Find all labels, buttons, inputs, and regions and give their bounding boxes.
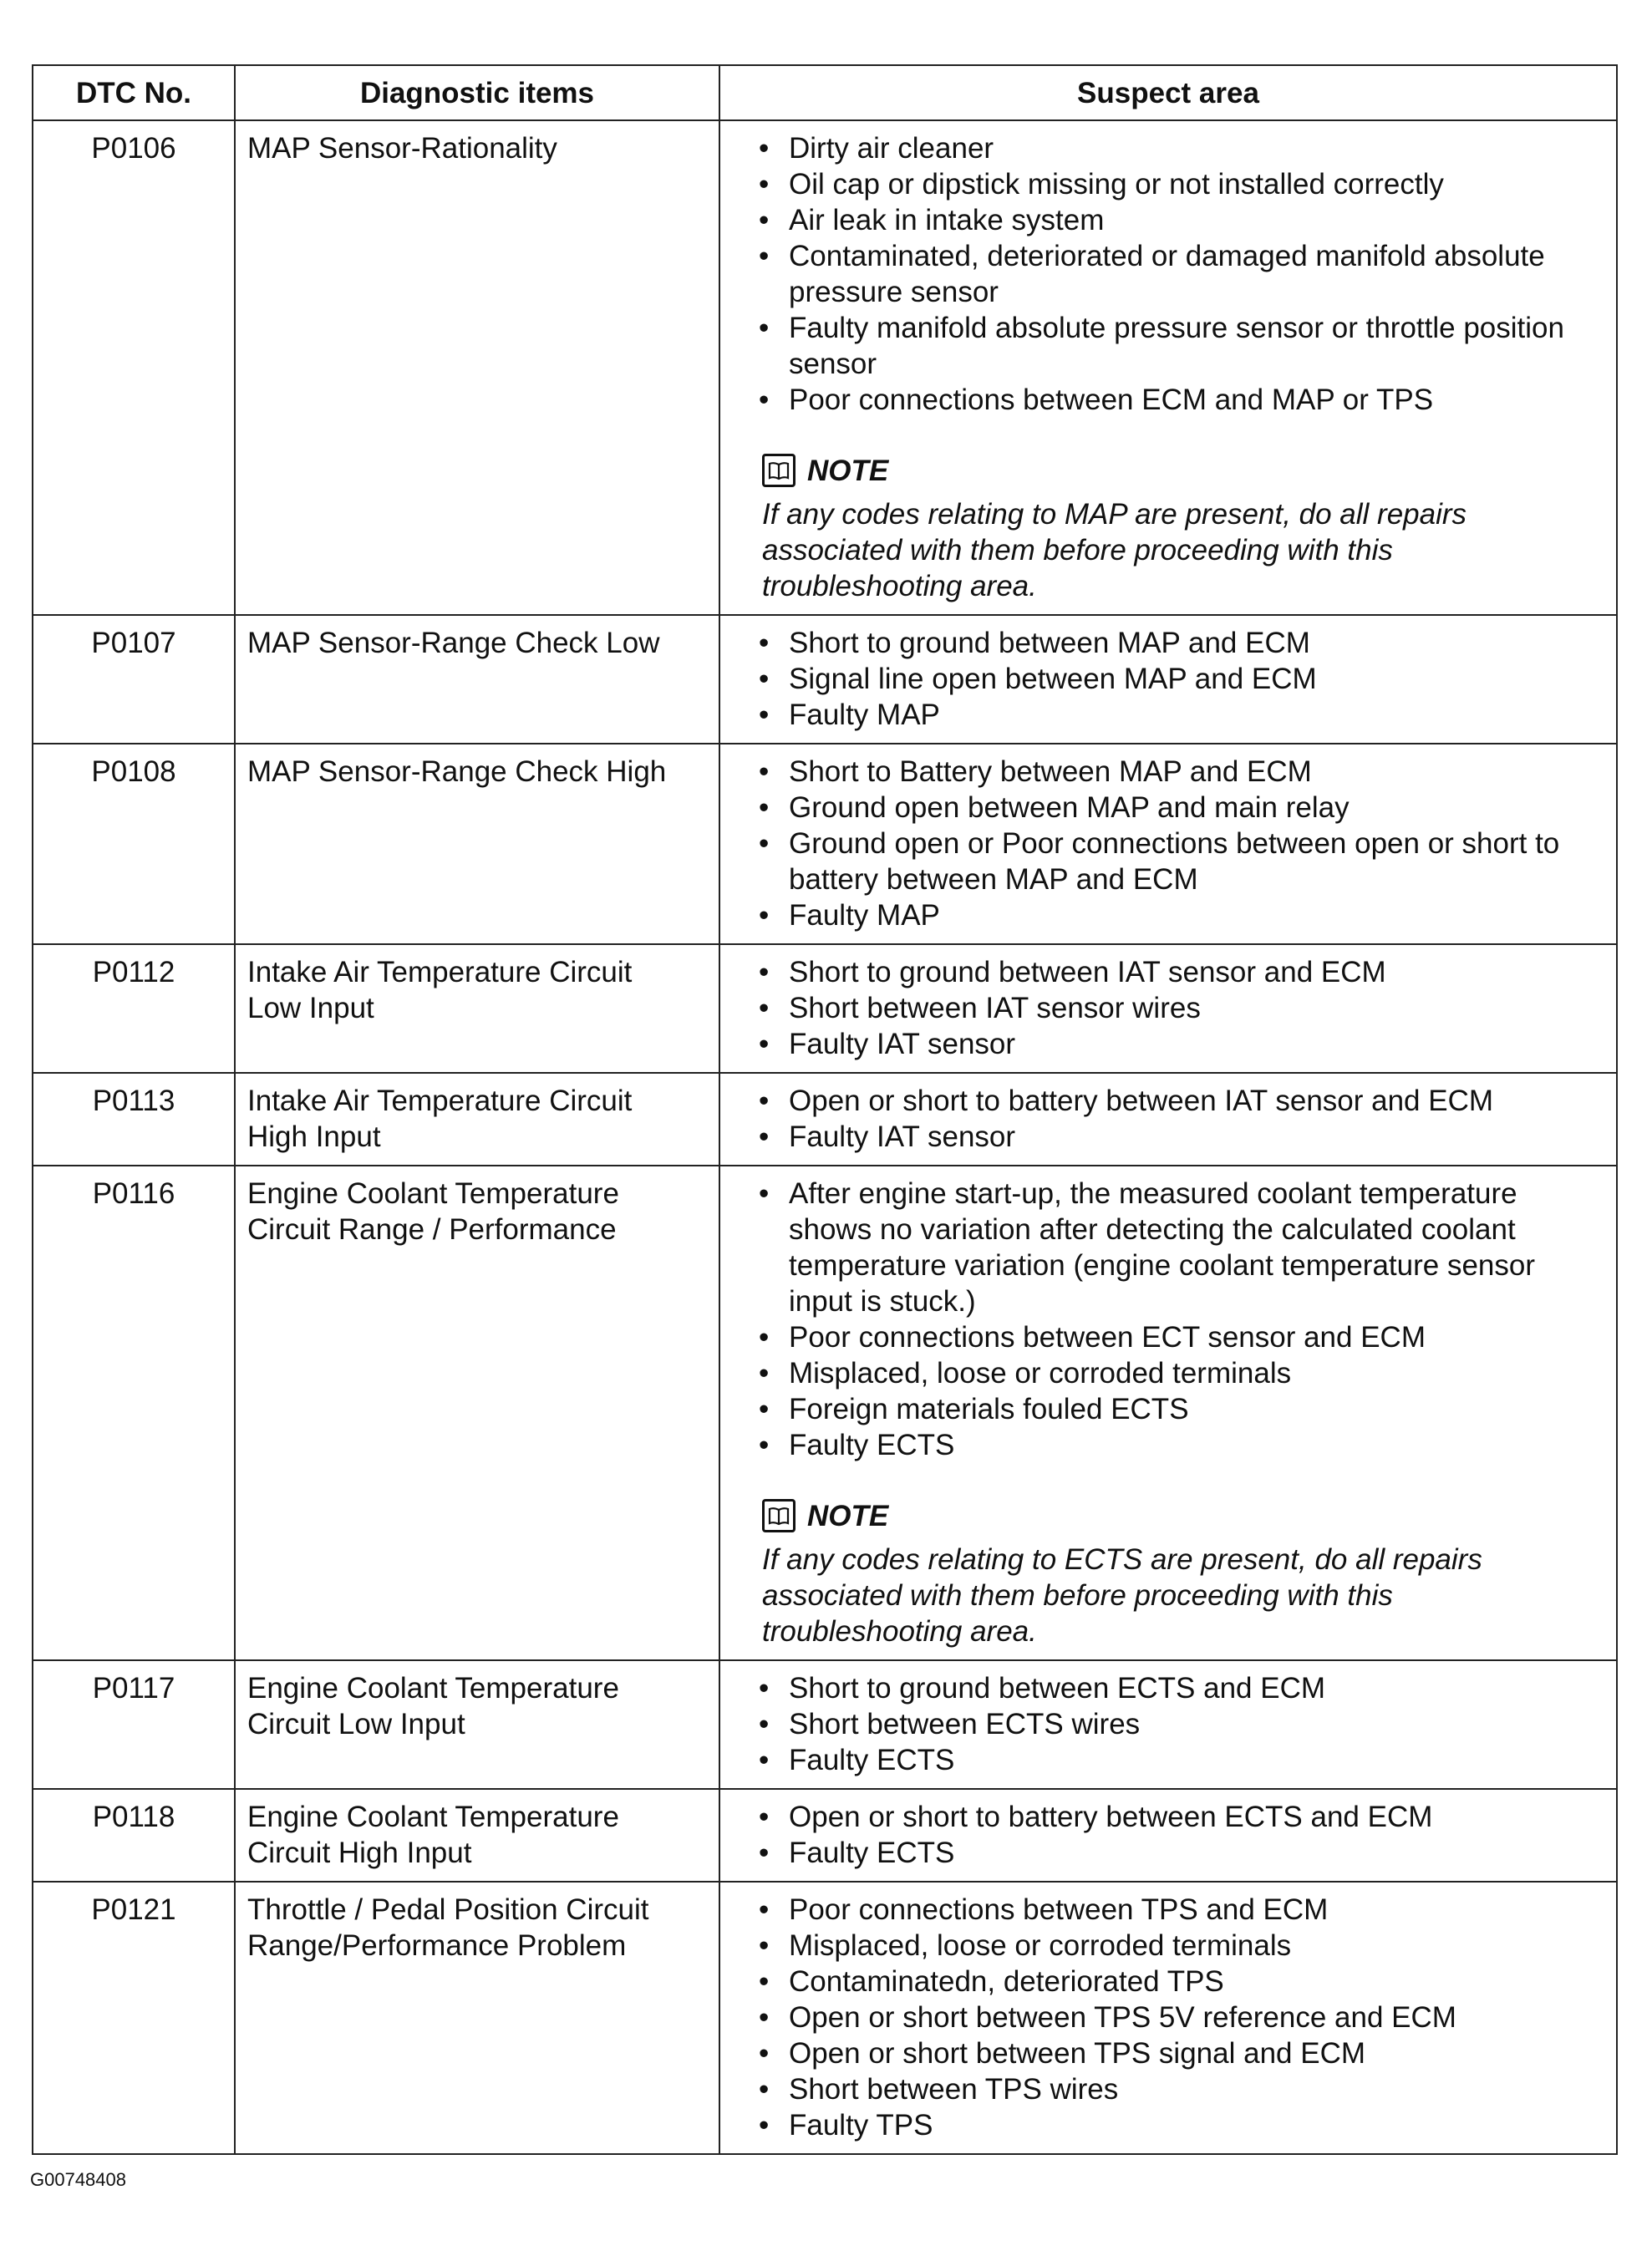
note-text: If any codes relating to MAP are present, do all repairs associated with them before proceeding with this troubleshooting area. bbox=[762, 498, 1467, 602]
suspect-item: • Open or short between TPS signal and ECM bbox=[757, 2035, 1604, 2071]
book-icon bbox=[762, 454, 796, 487]
suspect-item: • Short to Battery between MAP and ECM bbox=[757, 754, 1604, 790]
suspect-item: • Short between ECTS wires bbox=[757, 1706, 1604, 1742]
suspect-item: • Misplaced, loose or corroded terminals bbox=[757, 1928, 1604, 1964]
diagnostic-item: MAP Sensor-Range Check High bbox=[235, 744, 719, 944]
suspect-item: • Open or short to battery between ECTS and ECM bbox=[757, 1799, 1604, 1835]
table-row bbox=[33, 944, 1617, 1073]
dtc-code: P0117 bbox=[33, 1660, 235, 1789]
suspect-list bbox=[757, 754, 1604, 933]
diagnostic-item: Engine Coolant Temperature Circuit Range / Performance bbox=[235, 1166, 719, 1660]
suspect-item: • Faulty ECTS bbox=[757, 1427, 1604, 1463]
table-body bbox=[33, 120, 1617, 2154]
suspect-area bbox=[719, 615, 1617, 744]
suspect-area bbox=[719, 944, 1617, 1073]
suspect-list bbox=[757, 1892, 1604, 2143]
note-header bbox=[762, 450, 1604, 491]
suspect-list bbox=[757, 130, 1604, 418]
suspect-area bbox=[719, 744, 1617, 944]
note-header bbox=[762, 1495, 1604, 1537]
suspect-item: • Short to ground between IAT sensor and ECM bbox=[757, 954, 1604, 990]
suspect-item: • Signal line open between MAP and ECM bbox=[757, 661, 1604, 697]
note-label: NOTE bbox=[807, 454, 889, 487]
suspect-item: • Ground open between MAP and main relay bbox=[757, 790, 1604, 826]
suspect-item: • Contaminatedn, deteriorated TPS bbox=[757, 1964, 1604, 1999]
header-dtc-no: DTC No. bbox=[33, 65, 235, 120]
suspect-item: • Faulty manifold absolute pressure sensor or throttle position sensor bbox=[757, 310, 1604, 382]
suspect-item: • Short to ground between MAP and ECM bbox=[757, 625, 1604, 661]
suspect-item: • Poor connections between TPS and ECM bbox=[757, 1892, 1604, 1928]
note-label: NOTE bbox=[807, 1499, 889, 1532]
diagnostic-item: MAP Sensor-Range Check Low bbox=[235, 615, 719, 744]
diagnostic-item: Engine Coolant Temperature Circuit High Input bbox=[235, 1789, 719, 1882]
header-row bbox=[33, 65, 1617, 120]
suspect-area bbox=[719, 120, 1617, 615]
suspect-item: • Short between TPS wires bbox=[757, 2071, 1604, 2107]
suspect-item: • Oil cap or dipstick missing or not installed correctly bbox=[757, 166, 1604, 202]
suspect-item: • Foreign materials fouled ECTS bbox=[757, 1391, 1604, 1427]
diagnostic-item: MAP Sensor-Rationality bbox=[235, 120, 719, 615]
suspect-item: • Faulty ECTS bbox=[757, 1742, 1604, 1778]
suspect-list bbox=[757, 1176, 1604, 1463]
suspect-area bbox=[719, 1166, 1617, 1660]
table-row bbox=[33, 120, 1617, 615]
suspect-list bbox=[757, 954, 1604, 1062]
suspect-item: • Short between IAT sensor wires bbox=[757, 990, 1604, 1026]
table-row bbox=[33, 744, 1617, 944]
table-row bbox=[33, 1166, 1617, 1660]
suspect-item: • Open or short between TPS 5V reference and ECM bbox=[757, 1999, 1604, 2035]
suspect-item: • Poor connections between ECM and MAP or TPS bbox=[757, 382, 1604, 418]
suspect-item: • Open or short to battery between IAT sensor and ECM bbox=[757, 1083, 1604, 1119]
dtc-code: P0113 bbox=[33, 1073, 235, 1166]
dtc-code: P0118 bbox=[33, 1789, 235, 1882]
dtc-code: P0112 bbox=[33, 944, 235, 1073]
suspect-item: • Misplaced, loose or corroded terminals bbox=[757, 1355, 1604, 1391]
note-text: If any codes relating to ECTS are present, do all repairs associated with them before proceeding with this troubleshooting area. bbox=[762, 1543, 1482, 1648]
dtc-code: P0106 bbox=[33, 120, 235, 615]
suspect-item: • Faulty MAP bbox=[757, 697, 1604, 733]
dtc-code: P0121 bbox=[33, 1882, 235, 2154]
figure-id: G00748408 bbox=[30, 2169, 126, 2190]
suspect-list bbox=[757, 1799, 1604, 1871]
note-box bbox=[757, 1495, 1604, 1649]
dtc-code: P0107 bbox=[33, 615, 235, 744]
table-row bbox=[33, 1073, 1617, 1166]
suspect-item: • After engine start-up, the measured coolant temperature shows no variation after detecting the calculated coolant temperature variation (engine coolant temperature sensor input is stuck.) bbox=[757, 1176, 1604, 1319]
dtc-table bbox=[32, 64, 1618, 2155]
table-row bbox=[33, 615, 1617, 744]
suspect-item: • Short to ground between ECTS and ECM bbox=[757, 1670, 1604, 1706]
table-row bbox=[33, 1882, 1617, 2154]
suspect-area bbox=[719, 1660, 1617, 1789]
suspect-item: • Faulty TPS bbox=[757, 2107, 1604, 2143]
suspect-item: • Dirty air cleaner bbox=[757, 130, 1604, 166]
suspect-item: • Contaminated, deteriorated or damaged manifold absolute pressure sensor bbox=[757, 238, 1604, 310]
table-row bbox=[33, 1789, 1617, 1882]
dtc-code: P0108 bbox=[33, 744, 235, 944]
diagnostic-item: Intake Air Temperature Circuit High Input bbox=[235, 1073, 719, 1166]
suspect-item: • Air leak in intake system bbox=[757, 202, 1604, 238]
header-suspect-area: Suspect area bbox=[719, 65, 1617, 120]
diagnostic-item: Intake Air Temperature Circuit Low Input bbox=[235, 944, 719, 1073]
note-box bbox=[757, 450, 1604, 604]
suspect-list bbox=[757, 1083, 1604, 1155]
suspect-item: • Faulty MAP bbox=[757, 897, 1604, 933]
header-diagnostic-items: Diagnostic items bbox=[235, 65, 719, 120]
suspect-area bbox=[719, 1073, 1617, 1166]
book-icon bbox=[762, 1499, 796, 1532]
suspect-item: • Faulty ECTS bbox=[757, 1835, 1604, 1871]
suspect-area bbox=[719, 1789, 1617, 1882]
table-row bbox=[33, 1660, 1617, 1789]
diagnostic-item: Throttle / Pedal Position Circuit Range/Performance Problem bbox=[235, 1882, 719, 2154]
suspect-item: • Faulty IAT sensor bbox=[757, 1119, 1604, 1155]
suspect-list bbox=[757, 1670, 1604, 1778]
dtc-code: P0116 bbox=[33, 1166, 235, 1660]
suspect-list bbox=[757, 625, 1604, 733]
diagnostic-item: Engine Coolant Temperature Circuit Low Input bbox=[235, 1660, 719, 1789]
suspect-item: • Poor connections between ECT sensor and ECM bbox=[757, 1319, 1604, 1355]
suspect-item: • Ground open or Poor connections between open or short to battery between MAP and ECM bbox=[757, 826, 1604, 897]
suspect-item: • Faulty IAT sensor bbox=[757, 1026, 1604, 1062]
suspect-area bbox=[719, 1882, 1617, 2154]
